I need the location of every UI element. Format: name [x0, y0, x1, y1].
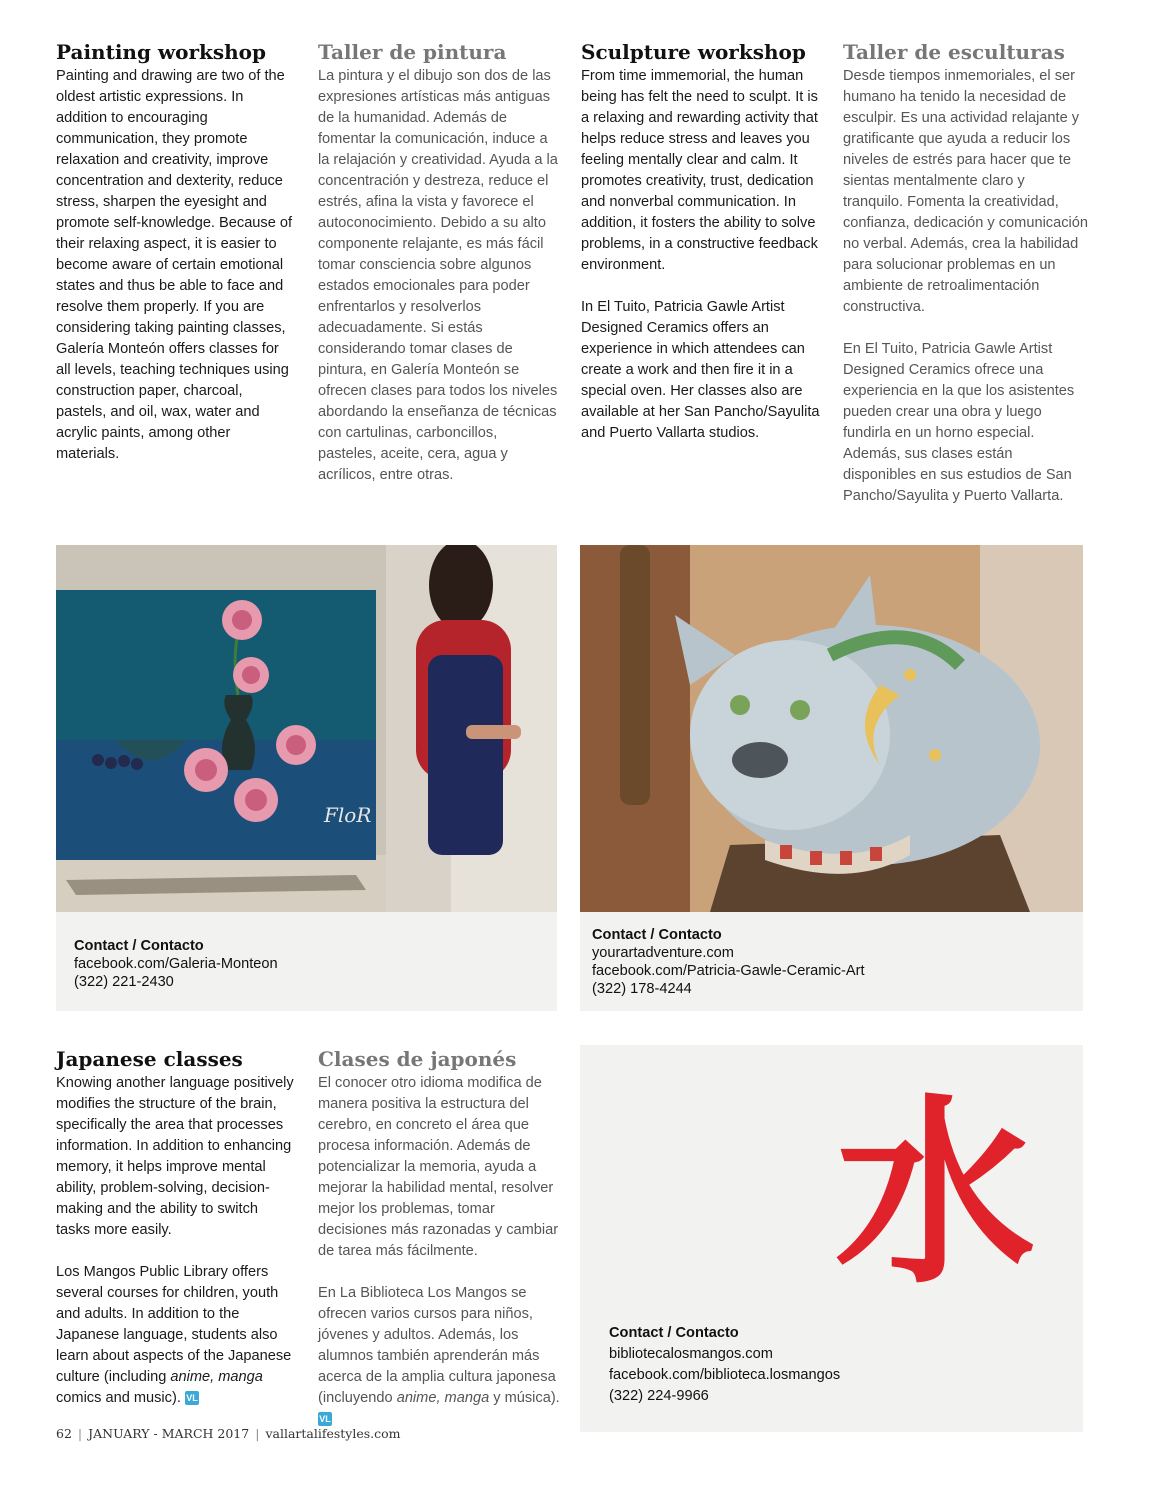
painting-es-column — [318, 40, 558, 486]
painting-body-es: La pintura y el dibujo son dos de las expresiones artísticas más antiguas de la humanidad. Además de fomentar la comunicación, induce a la relajación y creatividad. Ayuda a la concentración y destreza, reduce el estrés, afina la vista y favorece el autoconocimiento. Debido a su alto componente relajante, es más fácil tomar consciencia sobre algunos estados emocionales para poder enfrentarlos y resolverlos adecuadamente. Si estás considerando tomar clases de pintura, en Galería Monteón se ofrecen clases para todos los niveles abordando la enseñanza de técnicas con cartulinas, carboncillos, pasteles, aceite, cera, agua y acrílicos, entre otras. — [318, 68, 558, 483]
sculpture-body-en-1: From time immemorial, the human being has felt the need to sculpt. It is a relaxing and rewarding activity that helps reduce stress and leaves you feeling mentally clear and calm. It promotes creativity, trust, dedication and nonverbal communication. In addition, it fosters the ability to solve problems, in a constructive feedback environment. — [581, 68, 818, 273]
japanese-body-en-2-emphasis: anime, manga — [170, 1369, 263, 1385]
sculpture-contact-website-link[interactable]: yourartadventure.com — [592, 945, 734, 961]
painting-contact-label: Contact / Contacto — [74, 938, 204, 954]
japanese-title-es: Clases de japonés — [318, 1047, 517, 1071]
sculpture-contact — [592, 926, 865, 998]
japanese-en-column — [56, 1047, 296, 1409]
sculpture-contact-phone: (322) 178-4244 — [592, 981, 692, 997]
footer-divider: | — [255, 1426, 260, 1441]
painting-body-en: Painting and drawing are two of the oldest artistic expressions. In addition to encouraging communication, they promote relaxation and creativity, improve concentration and dexterity, reduce stress, sharpen the eyesight and promote self-knowledge. Because of their relaxing aspect, it is easier to become aware of certain emotional states and thus be able to face and resolve them properly. If you are considering taking painting classes, Galería Monteón offers classes for all levels, teaching techniques using construction paper, charcoal, pastels, and oil, wax, water and acrylic paints, among other materials. — [56, 68, 293, 462]
painting-photo — [56, 545, 557, 912]
water-kanji-icon: 水 — [835, 1078, 1036, 1311]
painting-contact-phone: (322) 221-2430 — [74, 974, 174, 990]
japanese-body-es-1: El conocer otro idioma modifica de manera positiva la estructura del cerebro, en concreto el área que procesa información. Además de potencializar la memoria, ayuda a mejorar la habilidad mental, resolver mejor los problemas, tomar decisiones más razonadas y cambiar de tarea más fácilmente. — [318, 1075, 559, 1259]
painting-photo-illustration — [56, 545, 557, 912]
painting-title-en: Painting workshop — [56, 40, 266, 64]
japanese-contact-phone: (322) 224-9966 — [609, 1388, 709, 1404]
footer-divider: | — [77, 1426, 83, 1441]
japanese-contact-label: Contact / Contacto — [609, 1325, 739, 1341]
painting-signature: FloR — [324, 803, 372, 827]
sculpture-es-column — [843, 40, 1088, 507]
sculpture-contact-facebook-link[interactable]: facebook.com/Patricia-Gawle-Ceramic-Art — [592, 963, 865, 979]
painting-contact — [74, 937, 278, 991]
japanese-body-es-2-end: y música). — [489, 1390, 560, 1406]
japanese-title-en: Japanese classes — [56, 1047, 243, 1071]
sculpture-body-es-1: Desde tiempos inmemoriales, el ser humano ha tenido la necesidad de esculpir. Es una actividad relajante y gratificante que ayuda a reducir los niveles de estrés para hacer que te sientas mentalmente claro y tranquilo. Fomenta la creatividad, confianza, dedicación y comunicación no verbal. Además, crea la habilidad para solucionar problemas en un ambiente de retroalimentación constructiva. — [843, 68, 1088, 315]
japanese-contact — [609, 1323, 840, 1407]
painting-title-es: Taller de pintura — [318, 40, 507, 64]
painting-contact-facebook-link[interactable]: facebook.com/Galeria-Monteon — [74, 956, 278, 972]
japanese-es-column — [318, 1047, 563, 1430]
japanese-body-es-2 — [318, 1283, 563, 1430]
japanese-contact-facebook-link[interactable]: facebook.com/biblioteca.losmangos — [609, 1367, 841, 1383]
sculpture-photo — [580, 545, 1083, 912]
issue-date: JANUARY - MARCH 2017 — [88, 1426, 250, 1441]
page-number: 62 — [56, 1426, 72, 1441]
sculpture-title-es: Taller de esculturas — [843, 40, 1065, 64]
sculpture-contact-label: Contact / Contacto — [592, 927, 722, 943]
vl-badge-icon: VL — [319, 1414, 331, 1425]
japanese-contact-website-link[interactable]: bibliotecalosmangos.com — [609, 1346, 773, 1362]
japanese-body-es-2-text: En La Biblioteca Los Mangos se ofrecen varios cursos para niños, jóvenes y adultos. Además, los alumnos también aprenderán más acerca de la amplia cultura japonesa (incluyendo — [318, 1285, 556, 1406]
painting-contact-box — [56, 912, 557, 1011]
sculpture-photo-illustration — [580, 545, 1083, 912]
painting-en-column — [56, 40, 296, 465]
japanese-body-en-2-end: comics and music). — [56, 1390, 181, 1406]
japanese-body-es-2-emphasis: anime, manga — [396, 1390, 490, 1406]
japanese-body-en-2-text: Los Mangos Public Library offers several courses for children, youth and adults. In addition to the Japanese language, students also learn about aspects of the Japanese culture (including — [56, 1264, 292, 1385]
japanese-body-en-2 — [56, 1262, 296, 1409]
sculpture-en-column — [581, 40, 826, 444]
sculpture-contact-box — [580, 912, 1083, 1011]
sculpture-title-en: Sculpture workshop — [581, 40, 806, 64]
japanese-body-en-1: Knowing another language positively modifies the structure of the brain, specifically the area that processes information. In addition to enhancing memory, it helps improve mental ability, problem-solving, decision-making and the ability to switch tasks more easily. — [56, 1075, 294, 1238]
vl-badge-icon: VL — [186, 1393, 198, 1404]
site-link[interactable]: vallartalifestyles.com — [265, 1426, 401, 1441]
japanese-contact-box — [580, 1045, 1083, 1432]
page-footer — [56, 1426, 401, 1441]
sculpture-body-en-2: In El Tuito, Patricia Gawle Artist Designed Ceramics offers an experience in which attendees can create a work and then fire it in a special oven. Her classes also are available at her San Pancho/Sayulita and Puerto Vallarta studios. — [581, 299, 820, 441]
sculpture-body-es-2: En El Tuito, Patricia Gawle Artist Designed Ceramics ofrece una experiencia en la que los asistentes pueden crear una obra y luego fundirla en un horno especial. Además, sus clases están disponibles en sus estudios de San Pancho/Sayulita y Puerto Vallarta. — [843, 341, 1075, 504]
